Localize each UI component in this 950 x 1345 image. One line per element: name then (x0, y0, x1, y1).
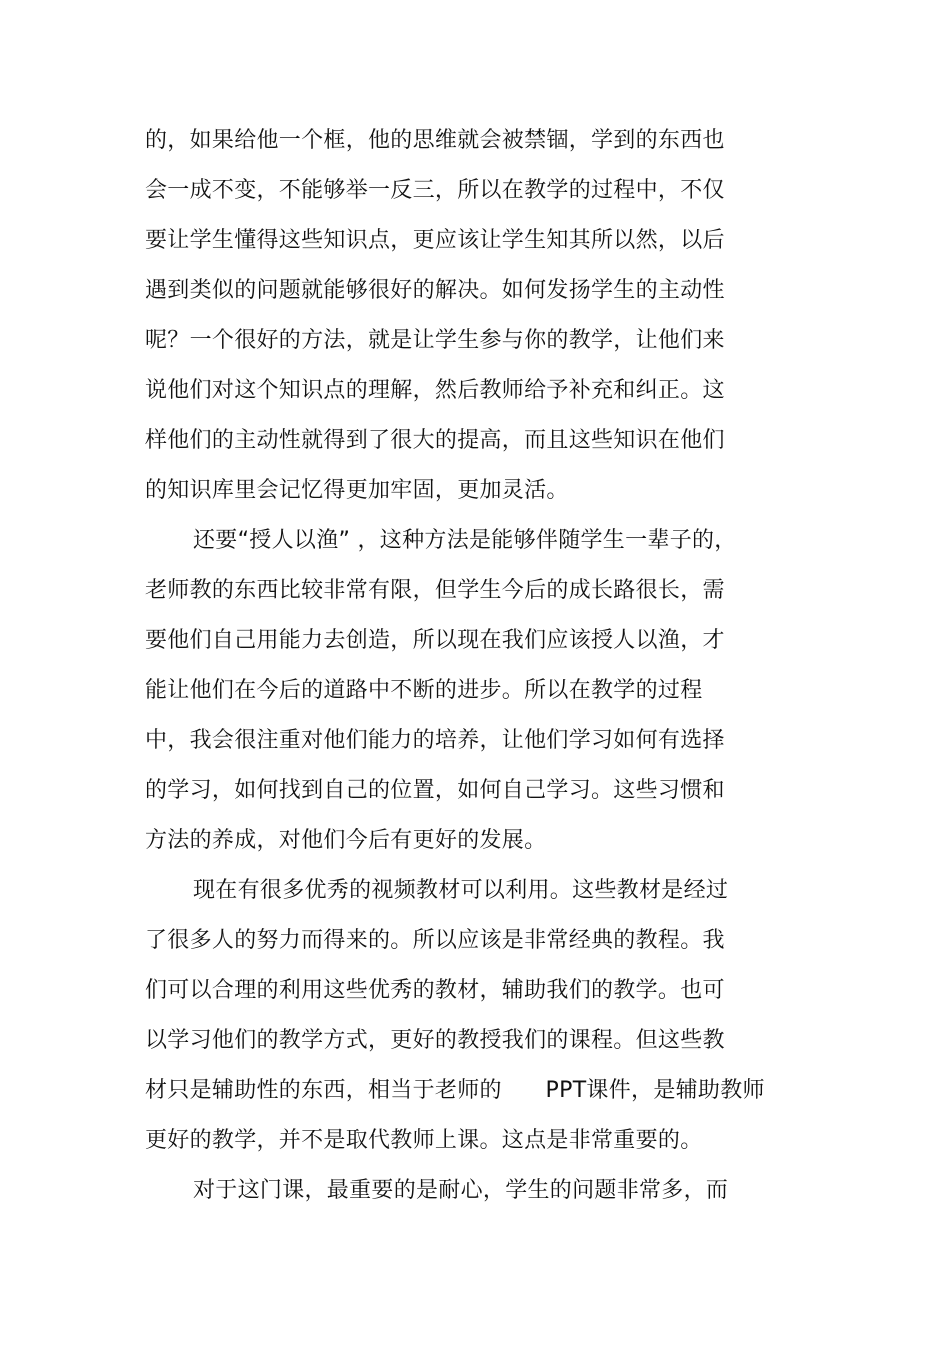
text-line: 老师教的东西比较非常有限，但学生今后的成长路很长，需 (145, 578, 725, 603)
text-line: 的，如果给他一个框，他的思维就会被禁锢，学到的东西也 (145, 128, 725, 153)
text-line: 材只是辅助性的东西，相当于老师的 PPT课件，是辅助教师 (145, 1078, 765, 1103)
text-line: 更好的教学，并不是取代教师上课。这点是非常重要的。 (145, 1128, 703, 1153)
text-line: 能让他们在今后的道路中不断的进步。所以在教学的过程 (145, 678, 703, 703)
text-line: 要让学生懂得这些知识点，更应该让学生知其所以然，以后 (145, 228, 725, 253)
text-line: 中，我会很注重对他们能力的培养，让他们学习如何有选择 (145, 728, 725, 753)
text-line: 说他们对这个知识点的理解，然后教师给予补充和纠正。这 (145, 378, 725, 403)
text-line: 方法的养成，对他们今后有更好的发展。 (145, 828, 547, 853)
text-line: 会一成不变，不能够举一反三，所以在教学的过程中，不仅 (145, 178, 725, 203)
paragraph-first-line: 还要“授人以渔” ，这种方法是能够伴随学生一辈子的， (193, 528, 737, 553)
paragraph-first-line: 对于这门课，最重要的是耐心，学生的问题非常多，而 (193, 1178, 729, 1203)
text-line: 以学习他们的教学方式，更好的教授我们的课程。但这些教 (145, 1028, 725, 1053)
text-line: 们可以合理的利用这些优秀的教材，辅助我们的教学。也可 (145, 978, 725, 1003)
text-line: 了很多人的努力而得来的。所以应该是非常经典的教程。我 (145, 928, 725, 953)
paragraph-first-line: 现在有很多优秀的视频教材可以利用。这些教材是经过 (193, 878, 729, 903)
text-line: 的学习，如何找到自己的位置，如何自己学习。这些习惯和 (145, 778, 725, 803)
text-line: 样他们的主动性就得到了很大的提高，而且这些知识在他们 (145, 428, 725, 453)
text-line: 要他们自己用能力去创造，所以现在我们应该授人以渔，才 (145, 628, 725, 653)
text-line: 呢？一个很好的方法，就是让学生参与你的教学，让他们来 (145, 328, 725, 353)
text-line: 的知识库里会记忆得更加牢固，更加灵活。 (145, 478, 569, 503)
text-line: 遇到类似的问题就能够很好的解决。如何发扬学生的主动性 (145, 278, 725, 303)
